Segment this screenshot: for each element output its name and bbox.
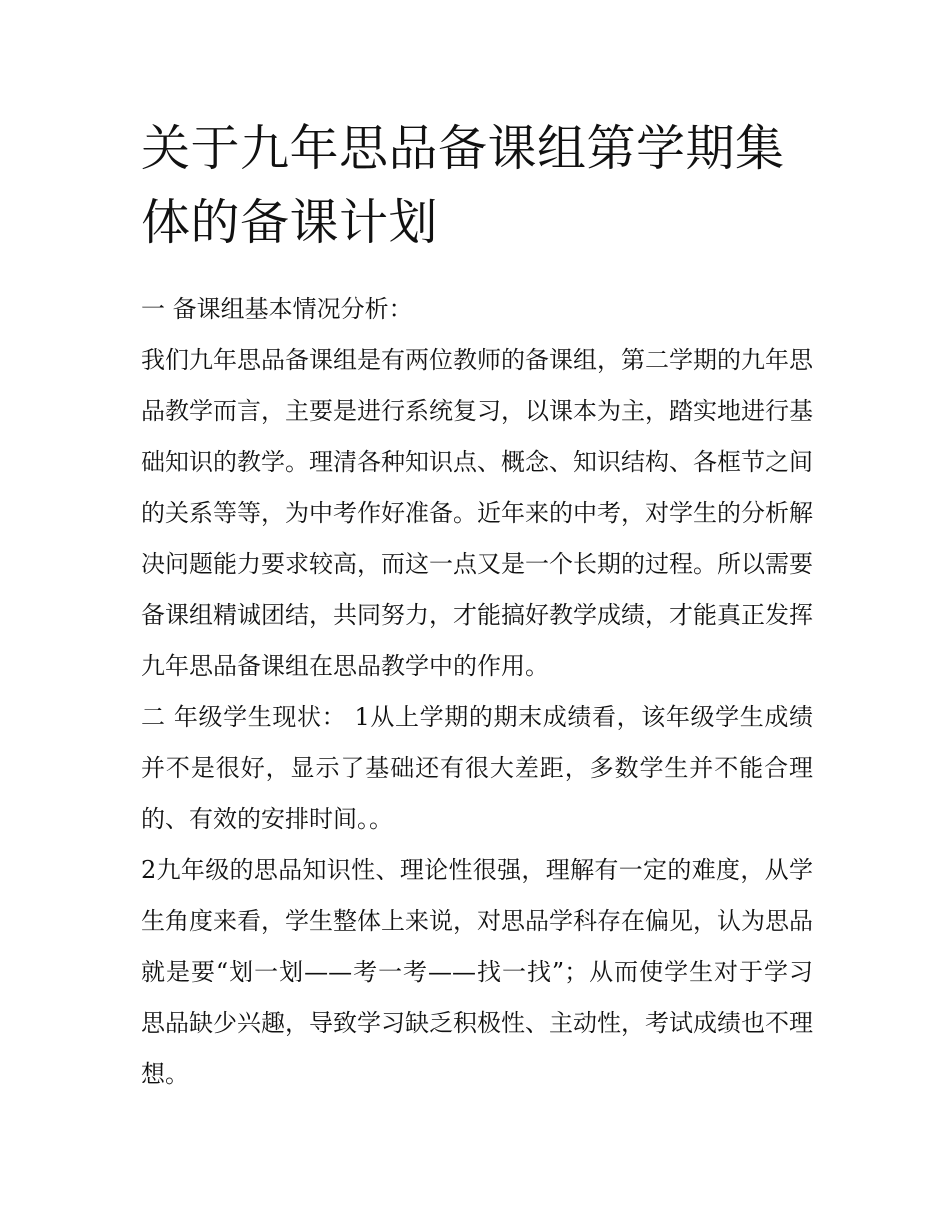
document-body [141, 284, 813, 1100]
document-title: 关于九年思品备课组第学期集体的备课计划 [141, 120, 785, 251]
paragraph-one: 我们九年思品备课组是有两位教师的备课组，第二学期的九年思品教学而言，主要是进行系统复习，以课本为主，踏实地进行基础知识的教学。理清各种知识点、概念、知识结构、各框节之间的关系等等，为中考作好准备。近年来的中考，对学生的分析解决问题能力要求较高，而这一点又是一个长期的过程。所以需要备课组精诚团结，共同努力，才能搞好教学成绩，才能真正发挥九年思品备课组在思品教学中的作用。 [141, 346, 813, 680]
paragraph-three: 2九年级的思品知识性、理论性很强，理解有一定的难度，从学生角度来看，学生整体上来说，对思品学科存在偏见，认为思品就是要“划一划——考一考——找一找”；从而使学生对于学习思品缺少兴趣，导致学习缺乏积极性、主动性，考试成绩也不理想。 [141, 856, 813, 1088]
paragraph-two: 二 年级学生现状： 1从上学期的期末成绩看，该年级学生成绩并不是很好，显示了基础还有很大差距，多数学生并不能合理的、有效的安排时间。。 [141, 703, 813, 833]
document-page [141, 112, 813, 1100]
section-one-heading: 一 备课组基本情况分析： [141, 295, 413, 323]
